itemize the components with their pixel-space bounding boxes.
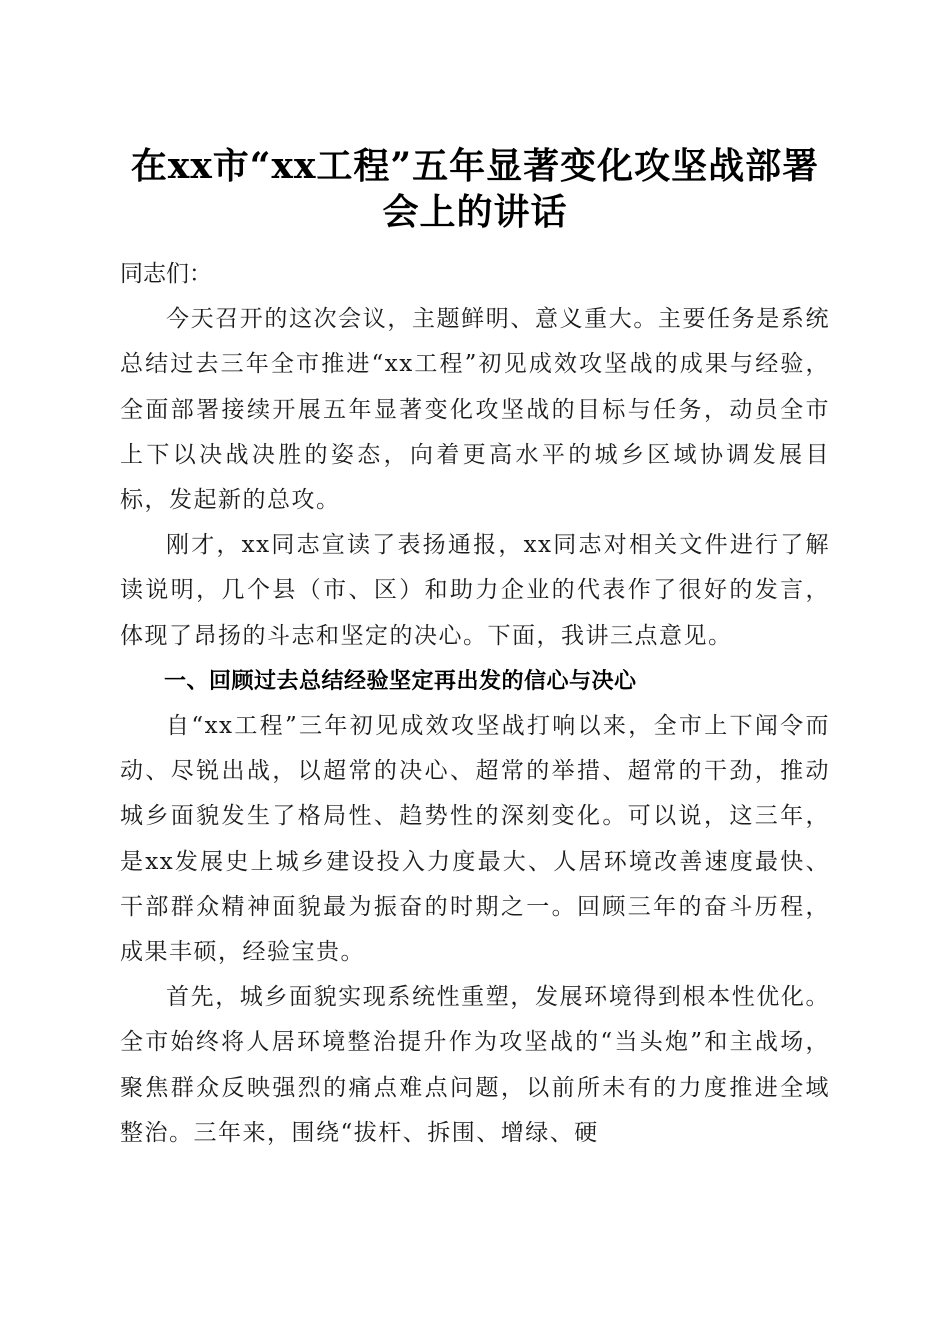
paragraph-first-point: 首先，城乡面貌实现系统性重塑，发展环境得到根本性优化。全市始终将人居环境整治提升作为攻坚战的“当头炮”和主战场，聚焦群众反映强烈的痛点难点问题，以前所未有的力度推进全域整治。三年来，围绕“拔杆、拆围、增绿、硬 (120, 984, 830, 1146)
paragraph-review: 自“xx工程”三年初见成效攻坚战打响以来，全市上下闻令而动、尽锐出战，以超常的决心、超常的举措、超常的干劲，推动城乡面貌发生了格局性、趋势性的深刻变化。可以说，这三年，是xx发展史上城乡建设投入力度最大、人居环境改善速度最快、干部群众精神面貌最为振奋的时期之一。回顾三年的奋斗历程，成果丰硕，经验宝贵。 (120, 713, 830, 966)
paragraph-opening: 今天召开的这次会议，主题鲜明、意义重大。主要任务是系统总结过去三年全市推进“xx工程”初见成效攻坚战的成果与经验，全面部署接续开展五年显著变化攻坚战的目标与任务，动员全市上下以决战决胜的姿态，向着更高水平的城乡区域协调发展目标，发起新的总攻。 (120, 306, 830, 514)
document-title-line-1: 在xx市“xx工程”五年显著变化攻坚战部署 (130, 145, 820, 187)
document-body (120, 252, 830, 1156)
document-title-line-2: 会上的讲话 (382, 191, 568, 233)
paragraph-intro: 刚才，xx同志宣读了表扬通报，xx同志对相关文件进行了解读说明，几个县（市、区）和助力企业的代表作了很好的发言，体现了昂扬的斗志和坚定的决心。下面，我讲三点意见。 (120, 532, 830, 649)
section-heading: 一、回顾过去总结经验坚定再出发的信心与决心 (164, 668, 637, 694)
salutation: 同志们： (120, 261, 212, 287)
